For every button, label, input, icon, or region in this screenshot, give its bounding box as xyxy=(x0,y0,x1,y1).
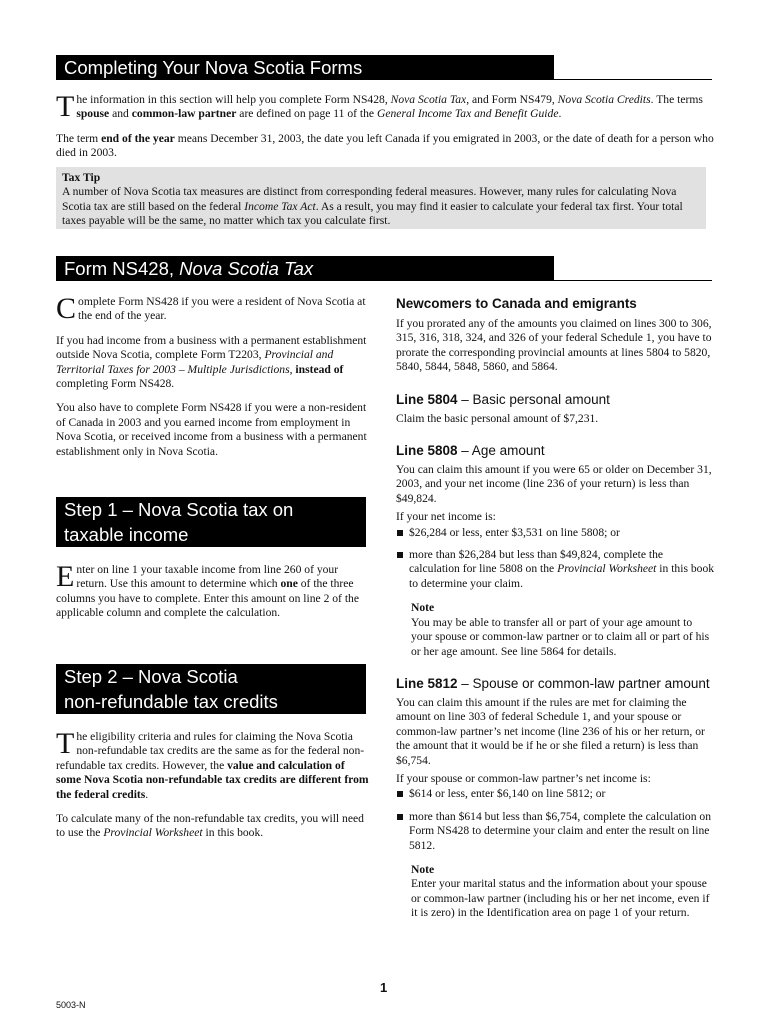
note-marital-status xyxy=(396,863,716,921)
step2-banner: Step 2 – Nova Scotia non-refundable tax credits xyxy=(56,664,366,714)
list-item: $26,284 or less, enter $3,531 on line 5808; or xyxy=(396,526,716,540)
page-title: Completing Your Nova Scotia Forms xyxy=(64,57,363,78)
page-number: 1 xyxy=(380,980,388,995)
worksheet-paragraph: To calculate many of the non-refundable tax credits, you will need to use the Provincial Worksheet in this book. xyxy=(56,812,364,840)
page-title-banner xyxy=(56,55,554,80)
line-5804-heading: Line 5804 – Basic personal amount xyxy=(396,391,610,407)
form-code: 5003-N xyxy=(56,1000,86,1010)
line-5808-heading: Line 5808 – Age amount xyxy=(396,443,545,459)
line-5808-paragraph: You can claim this amount if you were 65 or older on December 31, 2003, and your net income (line 236 of your return) is less than $49,824. xyxy=(396,463,712,505)
intro-paragraph: The information in this section will help you complete Form NS428, Nova Scotia Tax, and Form NS479, Nova Scotia Credits. The terms spouse and common-law partner are defined on page 11 of the General Income Tax and Benefit Guide. xyxy=(56,90,703,123)
note-text: You may be able to transfer all or part of your age amount to your spouse or common-law partner or to claim all or part of his or her age amount. See line 5864 for details. xyxy=(411,615,710,658)
drop-cap: E xyxy=(56,560,75,593)
nonresident-paragraph: You also have to complete Form NS428 if you were a non-resident of Canada in 2003 and you earned income from employment in Nova Scotia, or received income from a business with a permanent establishment only in Nova Scotia. xyxy=(56,401,367,458)
title-rule xyxy=(554,79,712,80)
note-heading: Note xyxy=(411,601,435,615)
line-5808-income-intro: If your net income is: xyxy=(396,510,496,524)
step2-section xyxy=(56,727,370,841)
form-rule xyxy=(554,280,712,281)
newcomers-paragraph: If you prorated any of the amounts you claimed on lines 300 to 306, 315, 316, 318, 324, and 326 of your federal Schedule 1, you have to prorate the corresponding provincial amounts at lines 5804 to 5820, 5840, 5844, 5848, 5860, and 5864. xyxy=(396,317,712,374)
right-column xyxy=(396,295,716,921)
end-of-year-paragraph: The term end of the year means December 31, 2003, the date you left Canada if you emigrated in 2003, or the date of death for a person who died in 2003. xyxy=(56,131,714,160)
list-item: more than $614 but less than $6,754, complete the calculation on Form NS428 to determine your claim and enter the result on line 5812. xyxy=(396,810,716,853)
tax-tip-heading: Tax Tip xyxy=(62,171,101,184)
step1-banner: Step 1 – Nova Scotia tax on taxable income xyxy=(56,497,366,547)
tax-tip-box xyxy=(56,167,706,229)
line-5804-paragraph: Claim the basic personal amount of $7,231. xyxy=(396,411,599,425)
list-item: $614 or less, enter $6,140 on line 5812; or xyxy=(396,787,716,801)
line-5812-income-intro: If your spouse or common-law partner’s net income is: xyxy=(396,771,651,785)
intro-section xyxy=(56,90,716,161)
step1-section xyxy=(56,560,370,621)
tax-tip-text: A number of Nova Scotia tax measures are distinct from corresponding federal measures. However, many rules for calculating Nova Scotia tax are still based on the federal Income Tax Act. As a result, you may find it easier to calculate your federal tax first. Your total taxes payable will be the same, no matter which tax you calculate first. xyxy=(62,185,683,228)
business-paragraph: If you had income from a business with a permanent establishment outside Nova Scotia, complete Form T2203, Provincial and Territorial Taxes for 2003 – Multiple Jurisdictions, instead of completing Form NS428. xyxy=(56,333,367,391)
note-text: Enter your marital status and the information about your spouse or common-law partner (including his or her net income, even if it is zero) in the Identification area on page 1 of your return. xyxy=(411,877,710,920)
list-item: more than $26,284 but less than $49,824, complete the calculation for line 5808 on the Provincial Worksheet in this book to determine your claim. xyxy=(396,548,716,591)
note-heading: Note xyxy=(411,862,435,876)
form-ns428-banner: Form NS428, Nova Scotia Tax xyxy=(56,256,554,281)
complete-paragraph: Complete Form NS428 if you were a resident of Nova Scotia at the end of the year. xyxy=(56,292,366,325)
drop-cap: T xyxy=(56,90,75,123)
drop-cap: T xyxy=(56,727,75,760)
line-5812-heading: Line 5812 – Spouse or common-law partner amount xyxy=(396,675,710,691)
line-5812-paragraph: You can claim this amount if the rules are met for claiming the amount on line 303 of federal Schedule 1, and your spouse or common-law partner’s net income (line 236 of his or her return, or the amount that it would be if he or she filed a return) is less than $6,754. xyxy=(396,695,705,767)
note-age-amount xyxy=(396,601,716,659)
step2-paragraph: The eligibility criteria and rules for claiming the Nova Scotia non-refundable tax credits are the same as for the federal non-refundable tax credits. However, the value and calculation of some Nova Scotia non-refundable tax credits are different from the federal credits. xyxy=(56,727,369,801)
drop-cap: C xyxy=(56,292,77,325)
newcomers-heading: Newcomers to Canada and emigrants xyxy=(396,296,637,311)
left-column xyxy=(56,292,370,459)
step1-paragraph: Enter on line 1 your taxable income from line 260 of your return. Use this amount to determine which one of the three columns you have to complete. Enter this amount on line 2 of the applicable column and complete the calculation. xyxy=(56,560,359,620)
